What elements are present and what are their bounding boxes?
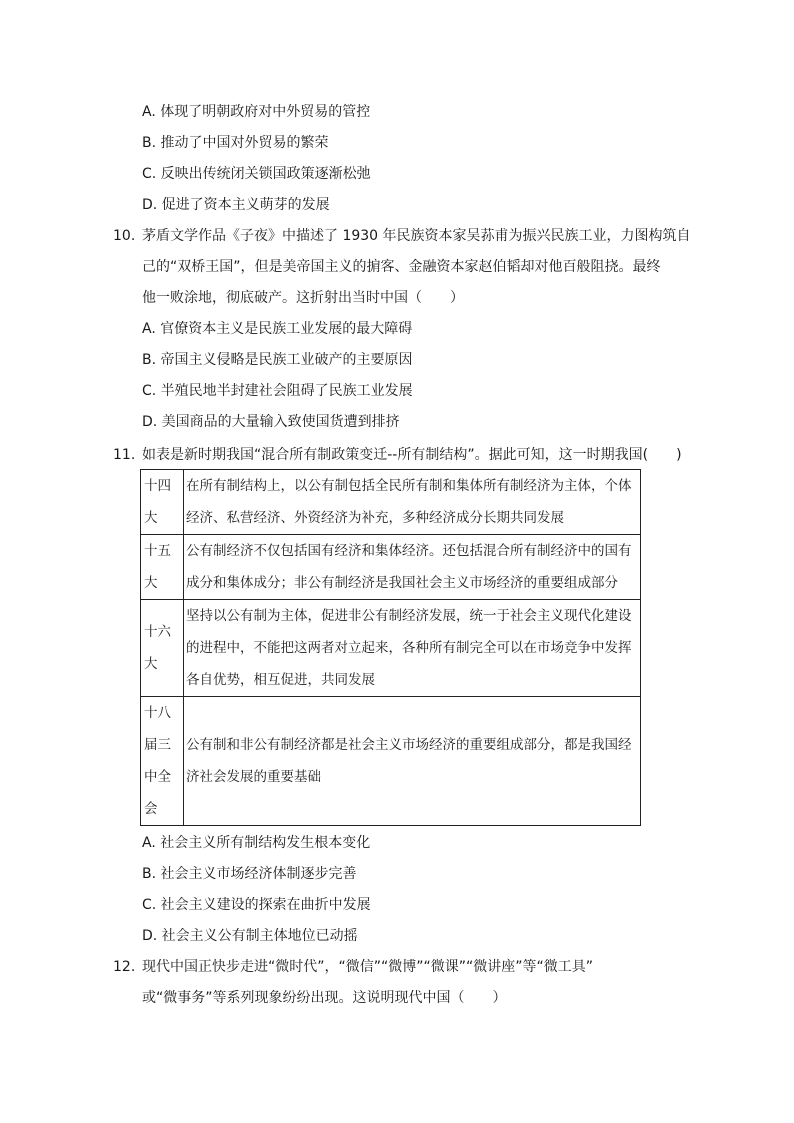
q11-option-b: B. 社会主义市场经济体制逐步完善 [142, 866, 357, 882]
q11-number: 11. [113, 447, 136, 463]
content-cell: 公有制经济不仅包括国有经济和集体经济。还包括混合所有制经济中的国有成分和集体成分；非公有制经济是我国社会主义市场经济的重要组成部分 [184, 535, 641, 600]
q10-option-c: C. 半殖民地半封建社会阻碍了民族工业发展 [142, 383, 413, 399]
q10-number: 10. [113, 228, 136, 244]
content-cell: 公有制和非公有制经济都是社会主义市场经济的重要组成部分，都是我国经济社会发展的重要基础 [184, 697, 641, 826]
q10-stem-line-3: 他一败涂地，彻底破产。这折射出当时中国（ ） [142, 290, 464, 306]
session-cell: 十五大 [141, 535, 184, 600]
session-cell: 十四大 [141, 470, 184, 535]
q10-option-a: A. 官僚资本主义是民族工业发展的最大障碍 [142, 321, 413, 337]
q12-stem-line-1: 现代中国正快步走进“微时代”，“微信”“微博”“微课”“微讲座”等“微工具” [142, 959, 594, 975]
table-row [141, 535, 641, 600]
q9-option-d: D. 促进了资本主义萌芽的发展 [142, 197, 330, 213]
table-row [141, 470, 641, 535]
q12-stem-line-2: 或“微事务”等系列现象纷纷出现。这说明现代中国（ ） [142, 990, 507, 1006]
q9-option-b: B. 推动了中国对外贸易的繁荣 [142, 135, 329, 151]
q12-number: 12. [113, 959, 136, 975]
q10-option-b: B. 帝国主义侵略是民族工业破产的主要原因 [142, 352, 413, 368]
session-cell: 十八届三中全会 [141, 697, 184, 826]
table-row [141, 600, 641, 697]
q11-stem: 如表是新时期我国“混合所有制政策变迁--所有制结构”。据此可知，这一时期我国( ) [142, 447, 682, 463]
table-row [141, 697, 641, 826]
q10-stem-line-1: 茅盾文学作品《子夜》中描述了 1930 年民族资本家吴荪甫为振兴民族工业，力图构筑自 [142, 228, 691, 244]
content-cell: 在所有制结构上，以公有制包括全民所有制和集体所有制经济为主体，个体经济、私营经济、外资经济为补充，多种经济成分长期共同发展 [184, 470, 641, 535]
ownership-policy-table [140, 469, 641, 826]
q11-option-d: D. 社会主义公有制主体地位已动摇 [142, 928, 358, 944]
q10-option-d: D. 美国商品的大量输入致使国货遭到排挤 [142, 414, 400, 430]
content-cell: 坚持以公有制为主体，促进非公有制经济发展，统一于社会主义现代化建设的进程中，不能把这两者对立起来，各种所有制完全可以在市场竞争中发挥各自优势，相互促进，共同发展 [184, 600, 641, 697]
q11-option-a: A. 社会主义所有制结构发生根本变化 [142, 835, 371, 851]
session-cell: 十六大 [141, 600, 184, 697]
q9-option-c: C. 反映出传统闭关锁国政策逐渐松弛 [142, 166, 371, 182]
q10-stem-line-2: 己的“双桥王国”，但是美帝国主义的掮客、金融资本家赵伯韬却对他百般阻挠。最终 [142, 259, 661, 275]
q9-option-a: A. 体现了明朝政府对中外贸易的管控 [142, 104, 371, 120]
q11-option-c: C. 社会主义建设的探索在曲折中发展 [142, 897, 371, 913]
